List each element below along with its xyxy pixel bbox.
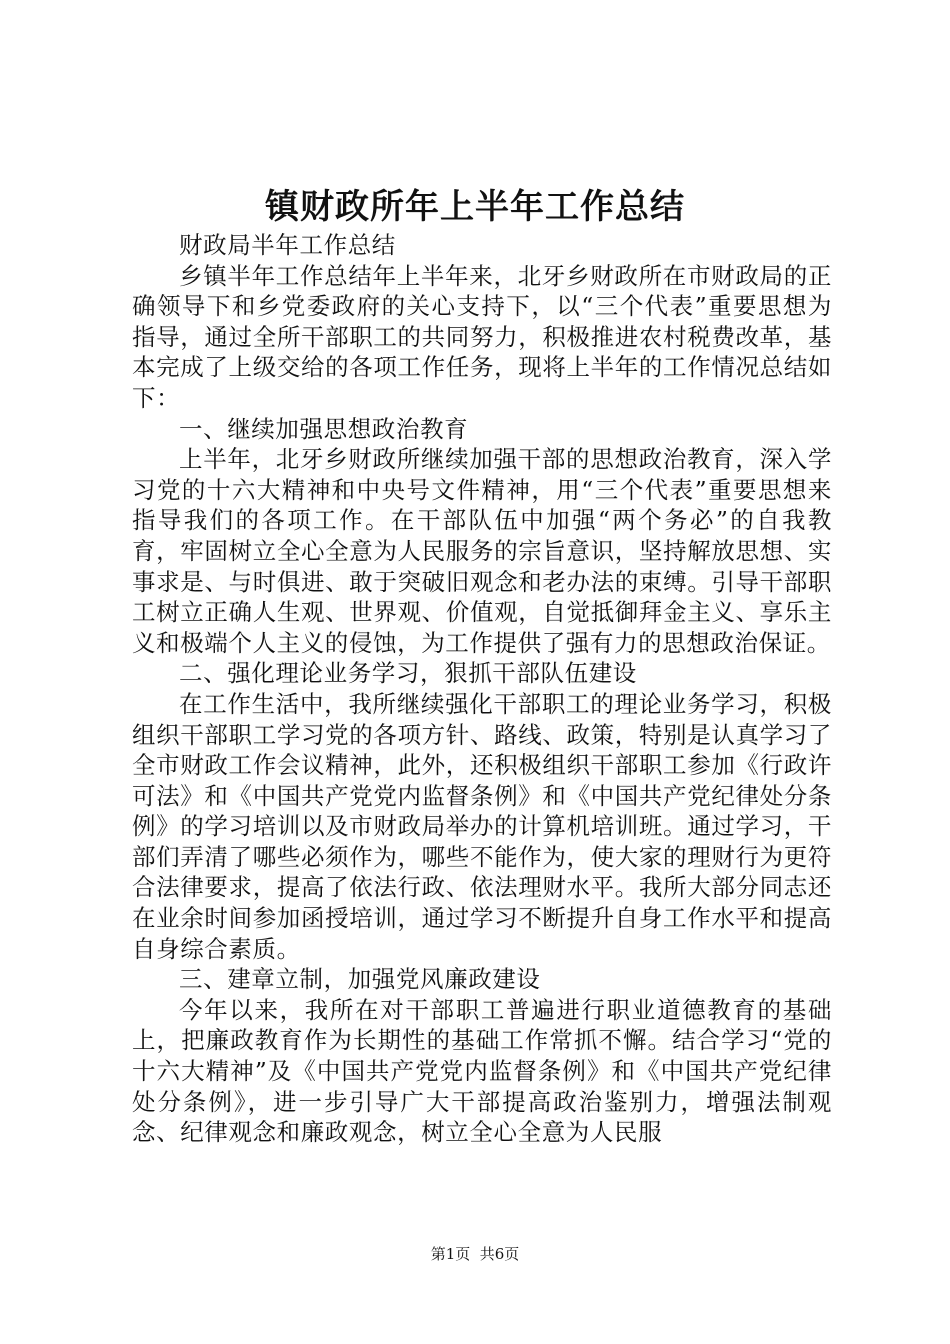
paragraph-section-1: 上半年，北牙乡财政所继续加强干部的思想政治教育，深入学习党的十六大精神和中央号文件精神，用“三个代表”重要思想来指导我们的各项工作。在干部队伍中加强“两个务必”的自我教育，牢固树立全心全意为人民服务的宗旨意识，坚持解放思想、实事求是、与时俱进、敢于突破旧观念和老办法的束缚。引导干部职工树立正确人生观、世界观、价值观，自觉抵御拜金主义、享乐主义和极端个人主义的侵蚀，为工作提供了强有力的思想政治保证。 bbox=[132, 445, 832, 657]
paragraph-subtitle: 财政局半年工作总结 bbox=[179, 231, 396, 259]
document-body bbox=[132, 230, 832, 1148]
section-heading-3: 三、建章立制，加强党风廉政建设 bbox=[179, 965, 541, 994]
document-title: 镇财政所年上半年工作总结 bbox=[265, 187, 685, 227]
page-footer bbox=[0, 1244, 950, 1264]
paragraph-intro: 乡镇半年工作总结年上半年来，北牙乡财政所在市财政局的正确领导下和乡党委政府的关心支持下，以“三个代表”重要思想为指导，通过全所干部职工的共同努力，积极推进农村税费改革，基本完成了上级交给的各项工作任务，现将上半年的工作情况总结如下： bbox=[132, 261, 832, 412]
paragraph-section-2: 在工作生活中，我所继续强化干部职工的理论业务学习，积极组织干部职工学习党的各项方针、路线、政策，特别是认真学习了全市财政工作会议精神，此外，还积极组织干部职工参加《行政许可法》和《中国共产党党内监督条例》和《中国共产党纪律处分条例》的学习培训以及市财政局举办的计算机培训班。通过学习，干部们弄清了哪些必须作为，哪些不能作为，使大家的理财行为更符合法律要求，提高了依法行政、依法理财水平。我所大部分同志还在业余时间参加函授培训，通过学习不断提升自身工作水平和提高自身综合素质。 bbox=[132, 689, 832, 963]
paragraph-section-3: 今年以来，我所在对干部职工普遍进行职业道德教育的基础上，把廉政教育作为长期性的基础工作常抓不懈。结合学习“党的十六大精神”及《中国共产党党内监督条例》和《中国共产党纪律处分条例》，进一步引导广大干部提高政治鉴别力，增强法制观念、纪律观念和廉政观念，树立全心全意为人民服 bbox=[132, 995, 832, 1147]
section-heading-2: 二、强化理论业务学习，狠抓干部队伍建设 bbox=[179, 659, 637, 688]
section-heading-1: 一、继续加强思想政治教育 bbox=[179, 414, 469, 443]
page-number: 第1页 共6页 bbox=[430, 1245, 520, 1263]
